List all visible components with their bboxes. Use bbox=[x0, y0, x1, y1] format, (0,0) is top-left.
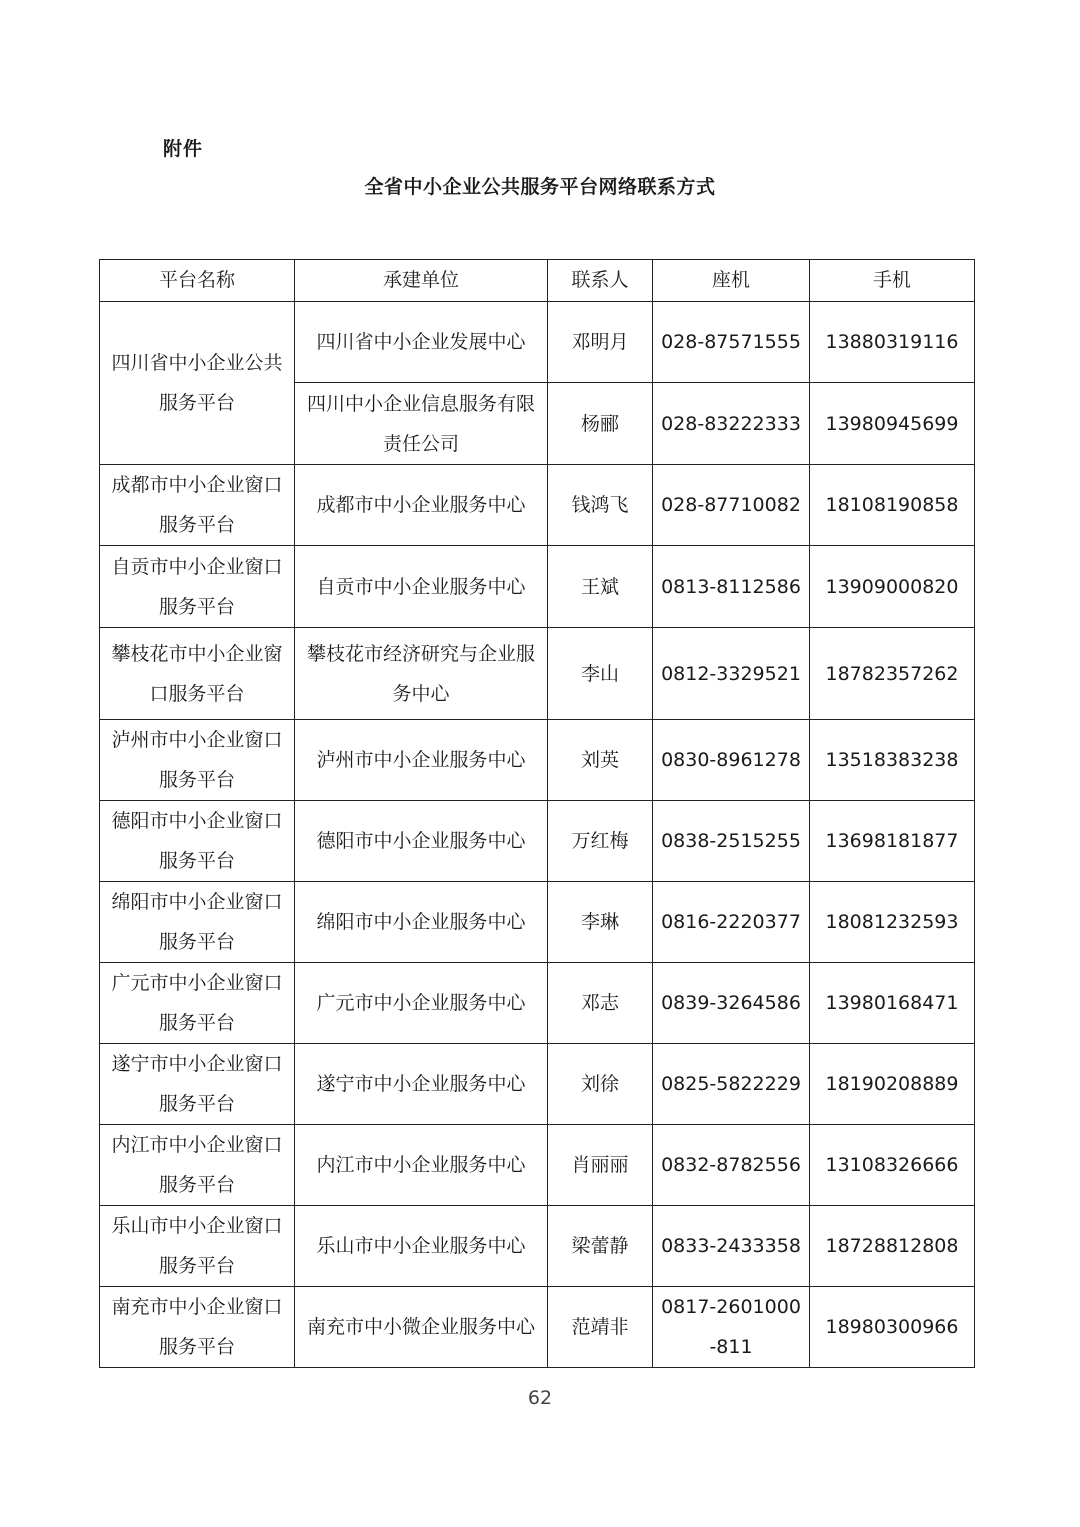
cell-unit: 四川中小企业信息服务有限责任公司 bbox=[295, 383, 548, 465]
cell-unit: 成都市中小企业服务中心 bbox=[295, 465, 548, 546]
cell-landline: 0812-3329521 bbox=[653, 628, 810, 720]
cell-platform: 成都市中小企业窗口服务平台 bbox=[100, 465, 295, 546]
table-row bbox=[100, 801, 975, 882]
cell-landline: 0813-8112586 bbox=[653, 546, 810, 628]
cell-platform: 四川省中小企业公共服务平台 bbox=[100, 302, 295, 465]
cell-mobile: 18782357262 bbox=[810, 628, 975, 720]
cell-unit: 广元市中小企业服务中心 bbox=[295, 963, 548, 1044]
cell-contact: 范靖非 bbox=[548, 1287, 653, 1368]
cell-platform: 乐山市中小企业窗口服务平台 bbox=[100, 1206, 295, 1287]
cell-landline: 0817-2601000-811 bbox=[653, 1287, 810, 1368]
cell-unit: 攀枝花市经济研究与企业服务中心 bbox=[295, 628, 548, 720]
cell-platform: 广元市中小企业窗口服务平台 bbox=[100, 963, 295, 1044]
document-title: 全省中小企业公共服务平台网络联系方式 bbox=[364, 176, 716, 198]
header-mobile: 手机 bbox=[810, 260, 975, 302]
cell-mobile: 18190208889 bbox=[810, 1044, 975, 1125]
table-row bbox=[100, 1287, 975, 1368]
table-row bbox=[100, 1206, 975, 1287]
cell-landline: 0830-8961278 bbox=[653, 720, 810, 801]
cell-unit: 遂宁市中小企业服务中心 bbox=[295, 1044, 548, 1125]
cell-mobile: 13518383238 bbox=[810, 720, 975, 801]
table-row bbox=[100, 963, 975, 1044]
cell-contact: 李山 bbox=[548, 628, 653, 720]
cell-contact: 梁蕾静 bbox=[548, 1206, 653, 1287]
cell-mobile: 13980945699 bbox=[810, 383, 975, 465]
table-row bbox=[100, 465, 975, 546]
cell-mobile: 13980168471 bbox=[810, 963, 975, 1044]
page-number: 62 bbox=[527, 1387, 553, 1409]
cell-contact: 王斌 bbox=[548, 546, 653, 628]
cell-mobile: 18980300966 bbox=[810, 1287, 975, 1368]
cell-contact: 万红梅 bbox=[548, 801, 653, 882]
table-row bbox=[100, 302, 975, 383]
cell-platform: 南充市中小企业窗口服务平台 bbox=[100, 1287, 295, 1368]
cell-landline: 0838-2515255 bbox=[653, 801, 810, 882]
cell-platform: 遂宁市中小企业窗口服务平台 bbox=[100, 1044, 295, 1125]
cell-unit: 德阳市中小企业服务中心 bbox=[295, 801, 548, 882]
cell-platform: 泸州市中小企业窗口服务平台 bbox=[100, 720, 295, 801]
cell-platform: 内江市中小企业窗口服务平台 bbox=[100, 1125, 295, 1206]
cell-contact: 邓志 bbox=[548, 963, 653, 1044]
contacts-table bbox=[99, 259, 975, 1368]
cell-unit: 泸州市中小企业服务中心 bbox=[295, 720, 548, 801]
cell-unit: 绵阳市中小企业服务中心 bbox=[295, 882, 548, 963]
cell-unit: 南充市中小微企业服务中心 bbox=[295, 1287, 548, 1368]
cell-contact: 刘英 bbox=[548, 720, 653, 801]
cell-landline: 0839-3264586 bbox=[653, 963, 810, 1044]
table-row bbox=[100, 1044, 975, 1125]
cell-landline: 0833-2433358 bbox=[653, 1206, 810, 1287]
attachment-label: 附件 bbox=[163, 138, 204, 160]
cell-platform: 自贡市中小企业窗口服务平台 bbox=[100, 546, 295, 628]
cell-contact: 邓明月 bbox=[548, 302, 653, 383]
cell-contact: 肖丽丽 bbox=[548, 1125, 653, 1206]
header-contact: 联系人 bbox=[548, 260, 653, 302]
cell-mobile: 18728812808 bbox=[810, 1206, 975, 1287]
header-unit: 承建单位 bbox=[295, 260, 548, 302]
cell-platform: 德阳市中小企业窗口服务平台 bbox=[100, 801, 295, 882]
header-platform: 平台名称 bbox=[100, 260, 295, 302]
cell-platform: 绵阳市中小企业窗口服务平台 bbox=[100, 882, 295, 963]
cell-unit: 内江市中小企业服务中心 bbox=[295, 1125, 548, 1206]
cell-landline: 028-87571555 bbox=[653, 302, 810, 383]
cell-landline: 0816-2220377 bbox=[653, 882, 810, 963]
cell-mobile: 13880319116 bbox=[810, 302, 975, 383]
table-row bbox=[100, 1125, 975, 1206]
cell-landline: 028-87710082 bbox=[653, 465, 810, 546]
cell-contact: 杨郦 bbox=[548, 383, 653, 465]
table-row bbox=[100, 546, 975, 628]
cell-mobile: 13108326666 bbox=[810, 1125, 975, 1206]
cell-mobile: 13909000820 bbox=[810, 546, 975, 628]
cell-mobile: 18081232593 bbox=[810, 882, 975, 963]
table-row bbox=[100, 882, 975, 963]
cell-platform: 攀枝花市中小企业窗口服务平台 bbox=[100, 628, 295, 720]
cell-unit: 乐山市中小企业服务中心 bbox=[295, 1206, 548, 1287]
cell-unit: 自贡市中小企业服务中心 bbox=[295, 546, 548, 628]
cell-contact: 钱鸿飞 bbox=[548, 465, 653, 546]
cell-unit: 四川省中小企业发展中心 bbox=[295, 302, 548, 383]
cell-mobile: 13698181877 bbox=[810, 801, 975, 882]
cell-landline: 028-83222333 bbox=[653, 383, 810, 465]
cell-landline: 0832-8782556 bbox=[653, 1125, 810, 1206]
table-row bbox=[100, 628, 975, 720]
table-row bbox=[100, 720, 975, 801]
cell-contact: 刘徐 bbox=[548, 1044, 653, 1125]
header-landline: 座机 bbox=[653, 260, 810, 302]
cell-contact: 李琳 bbox=[548, 882, 653, 963]
cell-mobile: 18108190858 bbox=[810, 465, 975, 546]
table-header-row bbox=[100, 260, 975, 302]
cell-landline: 0825-5822229 bbox=[653, 1044, 810, 1125]
